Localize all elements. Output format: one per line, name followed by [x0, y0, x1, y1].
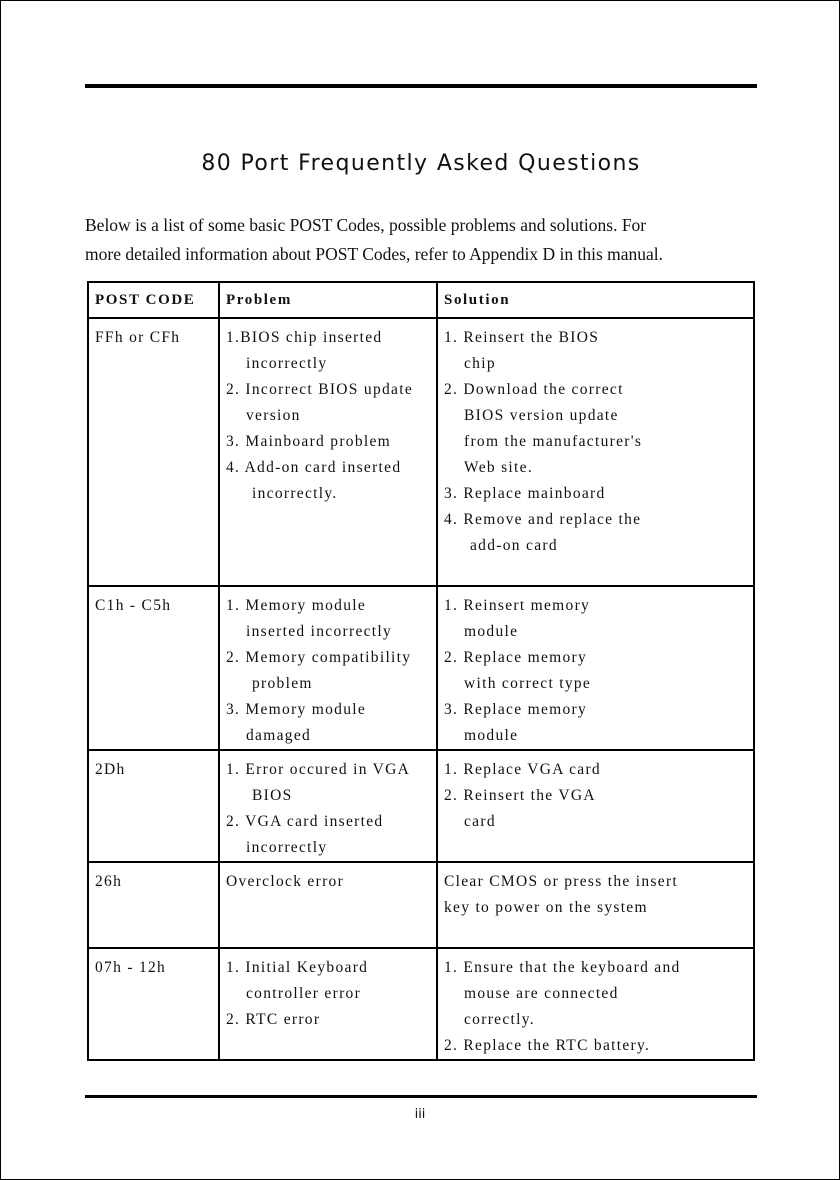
table-row — [88, 586, 754, 750]
problem-line: 2. RTC error — [226, 1011, 321, 1028]
post-code-cell — [88, 586, 219, 750]
problem-line: 1.BIOS chip inserted — [226, 329, 383, 346]
problem-line: 3. Memory module — [226, 701, 367, 718]
problem-line: incorrectly. — [252, 485, 338, 502]
post-code: 26h — [95, 873, 123, 890]
header-problem: Problem — [219, 282, 437, 318]
solution-line: 2. Download the correct — [444, 381, 624, 398]
table-row — [88, 948, 754, 1060]
solution-line: from the manufacturer's — [464, 433, 643, 450]
post-code: 2Dh — [95, 761, 126, 778]
solution-line: key to power on the system — [444, 899, 648, 916]
solution-line: card — [464, 813, 496, 830]
top-rule — [85, 84, 757, 88]
solution-cell — [437, 750, 754, 862]
solution-cell — [437, 862, 754, 948]
solution-line: 2. Reinsert the VGA — [444, 787, 596, 804]
problem-line: problem — [252, 675, 313, 692]
problem-line: incorrectly — [246, 839, 328, 856]
page-number: iii — [414, 1107, 426, 1122]
problem-line: incorrectly — [246, 355, 328, 372]
solution-line: BIOS version update — [464, 407, 619, 424]
problem-line: 2. VGA card inserted — [226, 813, 384, 830]
problem-line: 2. Memory compatibility — [226, 649, 412, 666]
problem-cell — [219, 862, 437, 948]
intro-paragraph — [85, 211, 765, 269]
solution-line: add-on card — [470, 537, 558, 554]
header-solution: Solution — [437, 282, 754, 318]
post-code-cell — [88, 750, 219, 862]
problem-line: 2. Incorrect BIOS update — [226, 381, 414, 398]
solution-line: 3. Replace memory — [444, 701, 588, 718]
solution-line: 2. Replace memory — [444, 649, 588, 666]
solution-cell — [437, 586, 754, 750]
problem-line: version — [246, 407, 301, 424]
table-row — [88, 862, 754, 948]
problem-line: 1. Initial Keyboard — [226, 959, 369, 976]
problem-line: BIOS — [252, 787, 293, 804]
problem-line: damaged — [246, 727, 312, 744]
solution-line: chip — [464, 355, 496, 372]
solution-line: module — [464, 727, 519, 744]
header-post-code: POST CODE — [88, 282, 219, 318]
problem-cell — [219, 948, 437, 1060]
post-code-cell — [88, 948, 219, 1060]
problem-line: controller error — [246, 985, 362, 1002]
problem-line: 4. Add-on card inserted — [226, 459, 402, 476]
problem-line: 1. Memory module — [226, 597, 367, 614]
post-code: 07h - 12h — [95, 959, 167, 976]
intro-line: Below is a list of some basic POST Codes, possible problems and solutions. For — [85, 215, 647, 235]
post-code: FFh or CFh — [95, 329, 181, 346]
solution-line: correctly. — [464, 1011, 535, 1028]
solution-line: 1. Reinsert the BIOS — [444, 329, 600, 346]
post-code-table — [87, 281, 755, 1061]
solution-line: Clear CMOS or press the insert — [444, 873, 679, 890]
solution-line: 4. Remove and replace the — [444, 511, 642, 528]
solution-line: 1. Reinsert memory — [444, 597, 591, 614]
solution-line: 1. Replace VGA card — [444, 761, 601, 778]
post-code-cell — [88, 862, 219, 948]
problem-cell — [219, 318, 437, 586]
bottom-rule — [85, 1095, 757, 1098]
problem-cell — [219, 586, 437, 750]
table-header-row — [88, 282, 754, 318]
solution-cell — [437, 318, 754, 586]
solution-line: Web site. — [464, 459, 533, 476]
solution-cell — [437, 948, 754, 1060]
solution-line: 1. Ensure that the keyboard and — [444, 959, 681, 976]
page-title: 80 Port Frequently Asked Questions — [201, 151, 641, 176]
solution-line: mouse are connected — [464, 985, 619, 1002]
intro-line: more detailed information about POST Codes, refer to Appendix D in this manual. — [85, 244, 664, 264]
post-code-cell — [88, 318, 219, 586]
solution-line: 2. Replace the RTC battery. — [444, 1037, 651, 1054]
table-row — [88, 750, 754, 862]
problem-line: Overclock error — [226, 873, 345, 890]
table-row — [88, 318, 754, 586]
solution-line: 3. Replace mainboard — [444, 485, 606, 502]
problem-cell — [219, 750, 437, 862]
problem-line: inserted incorrectly — [246, 623, 393, 640]
problem-line: 1. Error occured in VGA — [226, 761, 411, 778]
solution-line: with correct type — [464, 675, 592, 692]
problem-line: 3. Mainboard problem — [226, 433, 392, 450]
solution-line: module — [464, 623, 519, 640]
post-code: C1h - C5h — [95, 597, 172, 614]
